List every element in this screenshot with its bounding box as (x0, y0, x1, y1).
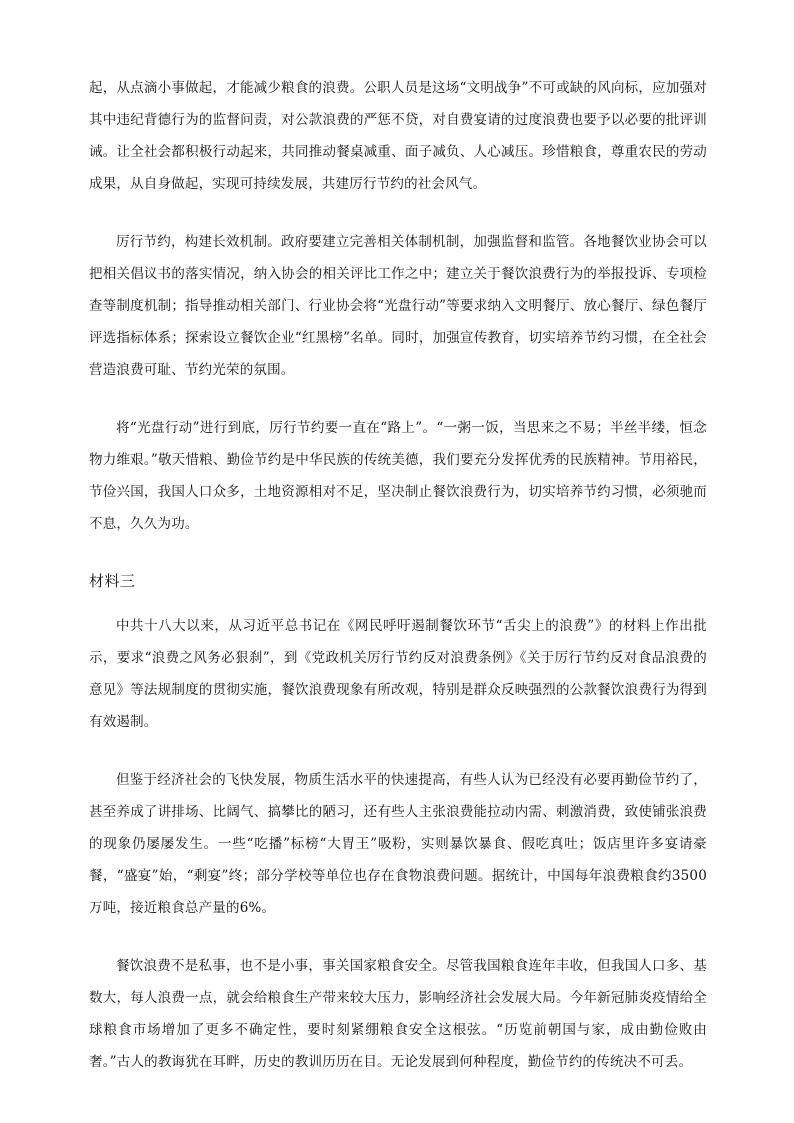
document-page (89, 72, 707, 1104)
paragraph-eighteenth-congress: 中共十八大以来，从习近平总书记在《网民呼吁遏制餐饮环节“舌尖上的浪费”》的材料上作出批示，要求“浪费之风务必狠刹”，到《党政机关厉行节约反对浪费条例》《关于厉行节约反对食品浪费的意见》等法规制度的贯彻实施，餐饮浪费现象有所改观，特别是群众反映强烈的公款餐饮浪费行为得到有效遏制。 (89, 618, 707, 730)
paragraph-continuation: 起，从点滴小事做起，才能减少粮食的浪费。公职人员是这场“文明战争”不可或缺的风向标，应加强对其中违纪背德行为的监督问责，对公款浪费的严惩不贷，对自费宴请的过度浪费也要予以必要的批评训诫。让全社会都积极行动起来，共同推动餐桌减重、面子减负、人心减压。珍惜粮食，尊重农民的劳动成果，从自身做起，实现可持续发展，共建厉行节约的社会风气。 (89, 80, 707, 192)
paragraph-long-term-mechanism: 厉行节约，构建长效机制。政府要建立完善相关体制机制，加强监督和监管。各地餐饮业协会可以把相关倡议书的落实情况，纳入协会的相关评比工作之中；建立关于餐饮浪费行为的举报投诉、专项检查等制度机制；指导推动相关部门、行业协会将“光盘行动”等要求纳入文明餐厅、放心餐厅、绿色餐厅评选指标体系；探索设立餐饮企业“红黑榜”名单。同时，加强宣传教育，切实培养节约习惯，在全社会营造浪费可耻、节约光荣的氛围。 (89, 234, 707, 378)
paragraph-economic-development: 但鉴于经济社会的飞快发展，物质生活水平的快速提高，有些人认为已经没有必要再勤俭节约了，甚至养成了讲排场、比阔气、搞攀比的陋习，还有些人主张浪费能拉动内需、刺激消费，致使铺张浪费的现象仍屡屡发生。一些“吃播”标榜“大胃王”吸粉，实则暴饮暴食、假吃真吐；饭店里许多宴请豪餐，“盛宴”始，“剩宴”终；部分学校等单位也存在食物浪费问题。据统计，中国每年浪费粮食约3500万吨，接近粮食总产量的6%。 (89, 772, 707, 916)
section-heading-material-three: 材料三 (89, 572, 136, 590)
paragraph-food-security: 餐饮浪费不是私事，也不是小事，事关国家粮食安全。尽管我国粮食连年丰收，但我国人口多、基数大，每人浪费一点，就会给粮食生产带来较大压力，影响经济社会发展大局。今年新冠肺炎疫情给全球粮食市场增加了更多不确定性，要时刻紧绷粮食安全这根弦。“历览前朝国与家，成由勤俭败由奢。”古人的教诲犹在耳畔，历史的教训历历在目。无论发展到何种程度，勤俭节约的传统决不可丢。 (89, 958, 707, 1070)
paragraph-clean-plate-action: 将“光盘行动”进行到底，厉行节约要一直在“路上”。“一粥一饭，当思来之不易；半丝半缕，恒念物力维艰。”敬天惜粮、勤俭节约是中华民族的传统美德，我们要充分发挥优秀的民族精神。节用裕民，节俭兴国，我国人口众多，土地资源相对不足，坚决制止餐饮浪费行为，切实培养节约习惯，必须驰而不息，久久为功。 (89, 420, 707, 532)
